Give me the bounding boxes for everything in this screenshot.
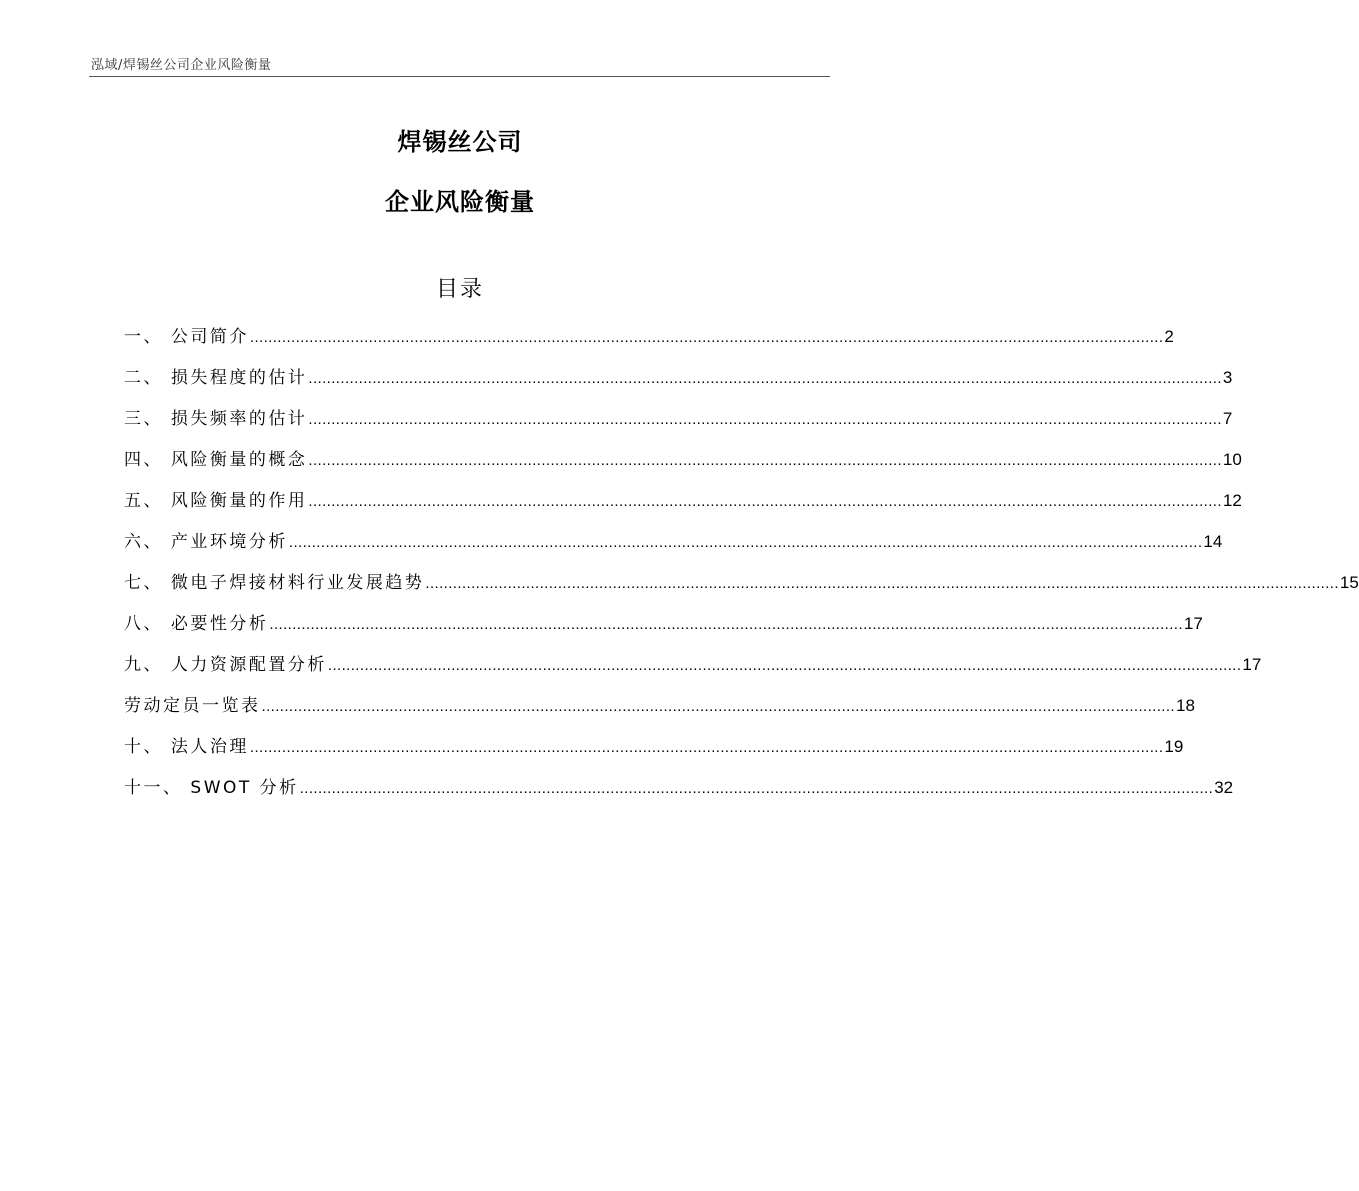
toc-entry-label: 五、 风险衡量的作用	[124, 491, 308, 511]
toc-dot-leader: ........................................................................................................................................................................................................	[249, 739, 1164, 756]
toc-entry-label: 九、 人力资源配置分析	[124, 655, 327, 675]
toc-dot-leader: ........................................................................................................................................................................................................	[249, 329, 1164, 346]
toc-entry[interactable]	[124, 693, 1195, 734]
toc-entry[interactable]	[124, 324, 1174, 365]
toc-dot-leader: ........................................................................................................................................................................................................	[308, 452, 1222, 469]
toc-dot-leader: ........................................................................................................................................................................................................	[288, 534, 1203, 551]
toc-entry-label: 十一、 SWOT 分析	[124, 778, 299, 798]
toc-entry[interactable]	[124, 447, 1242, 488]
toc-entry-label: 一、 公司简介	[124, 327, 249, 347]
toc-entry-page: 32	[1214, 778, 1234, 797]
table-of-contents	[124, 324, 1359, 816]
toc-entry[interactable]	[124, 529, 1223, 570]
toc-entry-page: 17	[1183, 614, 1203, 633]
toc-entry[interactable]	[124, 406, 1233, 447]
toc-entry-page: 17	[1242, 655, 1262, 674]
toc-entry[interactable]	[124, 775, 1234, 816]
toc-entry[interactable]	[124, 652, 1262, 693]
toc-dot-leader: ........................................................................................................................................................................................................	[425, 575, 1339, 592]
toc-entry-label: 四、 风险衡量的概念	[124, 450, 308, 470]
toc-heading: 目录	[435, 277, 484, 302]
document-subtitle: 企业风险衡量	[385, 188, 535, 216]
toc-entry-page: 15	[1339, 573, 1359, 592]
toc-dot-leader: ........................................................................................................................................................................................................	[327, 657, 1242, 674]
toc-entry-page: 2	[1164, 327, 1174, 346]
running-header: 泓域/焊锡丝公司企业风险衡量	[91, 58, 272, 73]
toc-entry-page: 12	[1222, 491, 1242, 510]
toc-entry-page: 18	[1176, 696, 1195, 715]
toc-dot-leader: ........................................................................................................................................................................................................	[261, 698, 1175, 715]
document-title: 焊锡丝公司	[397, 128, 523, 156]
toc-entry[interactable]	[124, 488, 1242, 529]
toc-entry-label: 七、 微电子焊接材料行业发展趋势	[124, 573, 425, 593]
toc-entry-page: 10	[1222, 450, 1242, 469]
header-divider	[89, 76, 830, 77]
toc-dot-leader: ........................................................................................................................................................................................................	[299, 780, 1214, 797]
toc-entry-page: 14	[1203, 532, 1223, 551]
toc-entry[interactable]	[124, 570, 1359, 611]
toc-entry-label: 二、 损失程度的估计	[124, 368, 308, 388]
toc-entry-page: 19	[1164, 737, 1184, 756]
toc-entry-page: 7	[1222, 409, 1233, 428]
toc-entry[interactable]	[124, 734, 1184, 775]
toc-entry[interactable]	[124, 611, 1203, 652]
toc-entry-label: 劳动定员一览表	[124, 696, 261, 716]
toc-dot-leader: ........................................................................................................................................................................................................	[308, 493, 1222, 510]
toc-dot-leader: ........................................................................................................................................................................................................	[308, 411, 1222, 428]
toc-dot-leader: ........................................................................................................................................................................................................	[308, 370, 1222, 387]
toc-entry-label: 六、 产业环境分析	[124, 532, 288, 552]
toc-dot-leader: ........................................................................................................................................................................................................	[269, 616, 1183, 633]
toc-entry-label: 三、 损失频率的估计	[124, 409, 308, 429]
toc-entry[interactable]	[124, 365, 1233, 406]
toc-entry-page: 3	[1222, 368, 1233, 387]
toc-entry-label: 八、 必要性分析	[124, 614, 269, 634]
toc-entry-label: 十、 法人治理	[124, 737, 249, 757]
